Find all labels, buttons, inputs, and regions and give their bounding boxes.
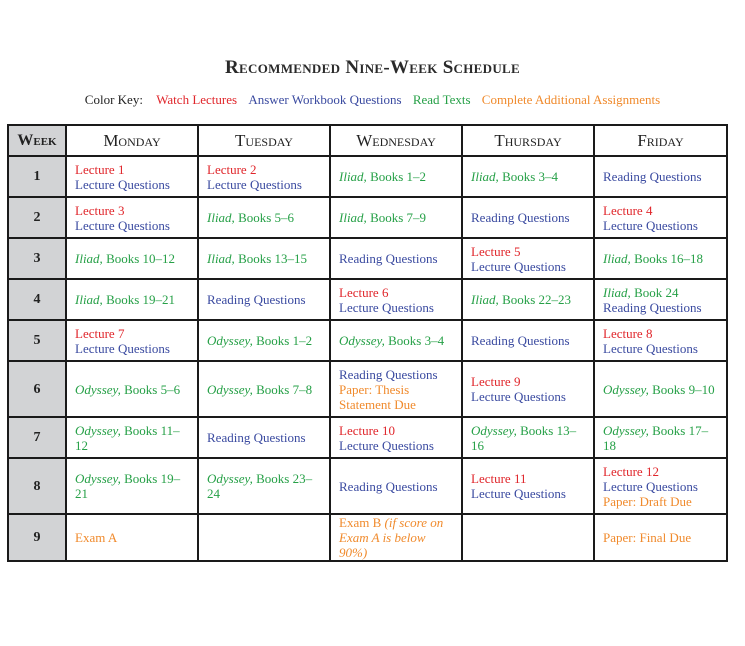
entry-text: Lecture 10 [339,422,395,438]
entry-text: Lecture 2 [207,161,257,177]
book-title: Odyssey, [471,422,517,438]
book-title: Iliad, [471,169,499,184]
entry-text: Books 17–18 [603,422,709,453]
cell-week8-tuesday [198,458,330,514]
entry-text: Paper: Draft Due [603,493,692,509]
cell-week4-thursday [462,279,594,320]
schedule-entry [603,530,718,545]
schedule-entry [339,423,453,438]
schedule-entry [75,471,189,501]
schedule-entry [339,530,453,560]
cell-week5-tuesday [198,320,330,361]
week-number: 3 [8,238,66,279]
cell-week2-thursday [462,197,594,238]
entry-text: Lecture Questions [207,176,302,192]
schedule-entry [471,259,585,274]
entry-text: Reading Questions [603,299,702,315]
entry-text: Lecture 7 [75,325,125,341]
schedule-entry [207,292,321,307]
schedule-entry [339,382,453,397]
book-title: Iliad, [603,251,631,266]
book-title: Iliad, [207,210,235,225]
entry-text: Books 5–6 [120,381,181,397]
entry-text: Books 23–24 [207,471,313,501]
entry-text: Lecture Questions [603,478,698,494]
entry-text: Paper: Final Due [603,530,692,545]
schedule-entry [339,367,453,382]
schedule-entry [75,218,189,233]
week-number: 4 [8,279,66,320]
entry-text: Reading Questions [339,478,438,494]
cell-week9-monday [66,514,198,561]
entry-text: Lecture Questions [471,258,566,274]
entry-text: Lecture 4 [603,202,653,218]
entry-text: Lecture 1 [75,161,125,177]
week-number: 5 [8,320,66,361]
cell-week8-thursday [462,458,594,514]
entry-text: Books 19–21 [75,471,181,501]
cell-week9-wednesday [330,514,462,561]
entry-text: Book 24 [630,284,679,300]
schedule-table [7,124,728,562]
cell-week5-friday [594,320,727,361]
cell-week7-friday [594,417,727,458]
cell-week4-tuesday [198,279,330,320]
week-row-9 [8,514,727,561]
schedule-entry [207,333,321,348]
entry-text: Books 5–6 [234,210,295,225]
entry-text: Lecture Questions [471,389,566,404]
cell-week2-friday [594,197,727,238]
entry-text: Books 11–12 [75,422,180,453]
key-answer-workbook-questions: Answer Workbook Questions [248,92,402,107]
week-row-7 [8,417,727,458]
week-row-6 [8,361,727,417]
entry-text: Lecture Questions [339,299,434,315]
week-row-8 [8,458,727,514]
entry-text: Reading Questions [471,210,570,225]
header-row [8,125,727,156]
entry-text: Lecture Questions [603,340,698,356]
cell-week1-thursday [462,156,594,197]
week-number: 8 [8,458,66,514]
cell-week4-wednesday [330,279,462,320]
schedule-entry [75,251,189,266]
schedule-entry [207,177,321,192]
schedule-entry [603,251,718,266]
cell-week3-friday [594,238,727,279]
cell-week6-tuesday [198,361,330,417]
schedule-entry [75,203,189,218]
entry-text: Books 1–2 [366,169,427,184]
schedule-entry [471,374,585,389]
schedule-entry [339,285,453,300]
schedule-entry [603,326,718,341]
entry-text: Lecture 8 [603,325,653,341]
entry-text: Books 13–16 [471,422,577,453]
color-key [0,92,745,108]
book-title: Odyssey, [207,381,253,397]
schedule-entry [75,162,189,177]
cell-week4-monday [66,279,198,320]
cell-week8-friday [594,458,727,514]
book-title: Exam A is below 90%) [339,530,426,560]
entry-text: Books 9–10 [648,381,715,397]
cell-week5-monday [66,320,198,361]
schedule-entry [603,203,718,218]
week-number: 9 [8,514,66,561]
book-title: Odyssey, [339,333,385,348]
schedule-entry [603,479,718,494]
cell-week8-monday [66,458,198,514]
schedule-entry [75,326,189,341]
header-wednesday: Wednesday [330,125,462,156]
entry-text: Books 1–2 [252,333,313,348]
book-title: Odyssey, [75,422,121,438]
week-number: 7 [8,417,66,458]
entry-note: (if score on [384,515,444,530]
entry-text: Lecture Questions [75,176,170,192]
schedule-entry [75,530,189,545]
header-monday: Monday [66,125,198,156]
schedule-entry [75,382,189,397]
cell-week7-monday [66,417,198,458]
entry-text: Statement Due [339,396,416,412]
schedule-entry [471,423,585,453]
schedule-entry [75,423,189,453]
cell-week6-friday [594,361,727,417]
schedule-entry [207,210,321,225]
cell-week2-monday [66,197,198,238]
cell-week6-wednesday [330,361,462,417]
schedule-entry [471,333,585,348]
entry-text: Books 10–12 [102,251,176,266]
cell-week2-tuesday [198,197,330,238]
entry-text: Exam A [75,530,118,545]
entry-text: Reading Questions [339,366,438,382]
schedule-entry [339,515,453,530]
entry-text: Books 3–4 [384,333,445,348]
entry-text: Lecture 3 [75,202,125,218]
cell-week1-friday [594,156,727,197]
book-title: Iliad, [207,251,235,266]
book-title: Odyssey, [207,333,253,348]
entry-text: Lecture Questions [75,340,170,356]
schedule-entry [339,251,453,266]
schedule-entry [603,285,718,300]
cell-week9-friday [594,514,727,561]
cell-week3-wednesday [330,238,462,279]
entry-text: Reading Questions [471,333,570,348]
cell-week1-monday [66,156,198,197]
header-tuesday: Tuesday [198,125,330,156]
cell-week9-thursday [462,514,594,561]
cell-week9-tuesday [198,514,330,561]
schedule-entry [471,169,585,184]
schedule-entry [75,341,189,356]
schedule-entry [603,464,718,479]
entry-text: Reading Questions [603,169,702,184]
entry-text: Exam B [339,515,385,530]
cell-week6-thursday [462,361,594,417]
schedule-entry [603,341,718,356]
week-row-4 [8,279,727,320]
cell-week3-thursday [462,238,594,279]
schedule-entry [207,430,321,445]
book-title: Iliad, [75,292,103,307]
entry-text: Books 13–15 [234,251,308,266]
schedule-entry [603,300,718,315]
entry-text: Lecture 9 [471,374,521,389]
schedule-entry [207,471,321,501]
entry-text: Lecture 6 [339,284,389,300]
cell-week5-thursday [462,320,594,361]
header-friday: Friday [594,125,727,156]
key-read-texts: Read Texts [412,92,471,107]
cell-week5-wednesday [330,320,462,361]
color-key-label: Color Key: [84,92,143,107]
book-title: Iliad, [339,210,367,225]
schedule-entry [471,389,585,404]
schedule-entry [603,169,718,184]
entry-text: Lecture Questions [75,217,170,233]
key-complete-additional-assignments: Complete Additional Assignments [481,92,661,107]
schedule-entry [207,251,321,266]
cell-week2-wednesday [330,197,462,238]
entry-text: Books 16–18 [630,251,704,266]
entry-text: Books 3–4 [498,169,559,184]
cell-week7-tuesday [198,417,330,458]
schedule-entry [471,486,585,501]
schedule-entry [207,382,321,397]
book-title: Odyssey, [75,471,121,486]
cell-week7-wednesday [330,417,462,458]
cell-week8-wednesday [330,458,462,514]
book-title: Odyssey, [603,422,649,438]
schedule-entry [339,479,453,494]
schedule-body [8,156,727,561]
week-row-5 [8,320,727,361]
book-title: Odyssey, [603,381,649,397]
schedule-entry [207,162,321,177]
schedule-entry [603,382,718,397]
schedule-entry [75,292,189,307]
entry-text: Reading Questions [207,430,306,445]
entry-text: Reading Questions [207,292,306,307]
book-title: Iliad, [339,169,367,184]
schedule-entry [603,494,718,509]
schedule-entry [339,169,453,184]
book-title: Iliad, [603,284,631,300]
entry-text: Lecture Questions [603,217,698,233]
schedule-entry [471,292,585,307]
cell-week3-monday [66,238,198,279]
cell-week4-friday [594,279,727,320]
entry-text: Books 7–8 [252,381,313,397]
cell-week1-wednesday [330,156,462,197]
schedule-entry [339,210,453,225]
header-week: Week [8,125,66,156]
entry-text: Paper: Thesis [339,381,410,397]
cell-week3-tuesday [198,238,330,279]
schedule-entry [603,218,718,233]
week-number: 1 [8,156,66,197]
schedule-entry [339,300,453,315]
schedule-entry [471,471,585,486]
book-title: Iliad, [75,251,103,266]
entry-text: Lecture Questions [339,437,434,453]
entry-text: Books 22–23 [498,292,572,307]
week-number: 2 [8,197,66,238]
book-title: Odyssey, [207,471,253,486]
entry-text: Lecture 11 [471,471,527,486]
entry-text: Lecture 12 [603,463,659,479]
schedule-entry [471,244,585,259]
cell-week7-thursday [462,417,594,458]
week-row-3 [8,238,727,279]
cell-week6-monday [66,361,198,417]
entry-text: Books 19–21 [102,292,176,307]
header-thursday: Thursday [462,125,594,156]
week-row-2 [8,197,727,238]
schedule-entry [603,423,718,453]
schedule-entry [339,438,453,453]
entry-text: Lecture Questions [471,486,566,501]
book-title: Iliad, [471,292,499,307]
schedule-entry [339,333,453,348]
entry-text: Books 7–9 [366,210,427,225]
page-title: Recommended Nine-Week Schedule [225,57,520,78]
schedule-entry [339,397,453,412]
cell-week1-tuesday [198,156,330,197]
book-title: Odyssey, [75,381,121,397]
entry-text: Reading Questions [339,251,438,266]
schedule-entry [471,210,585,225]
schedule-entry [75,177,189,192]
entry-text: Lecture 5 [471,243,521,259]
week-number: 6 [8,361,66,417]
key-watch-lectures: Watch Lectures [156,92,238,107]
week-row-1 [8,156,727,197]
